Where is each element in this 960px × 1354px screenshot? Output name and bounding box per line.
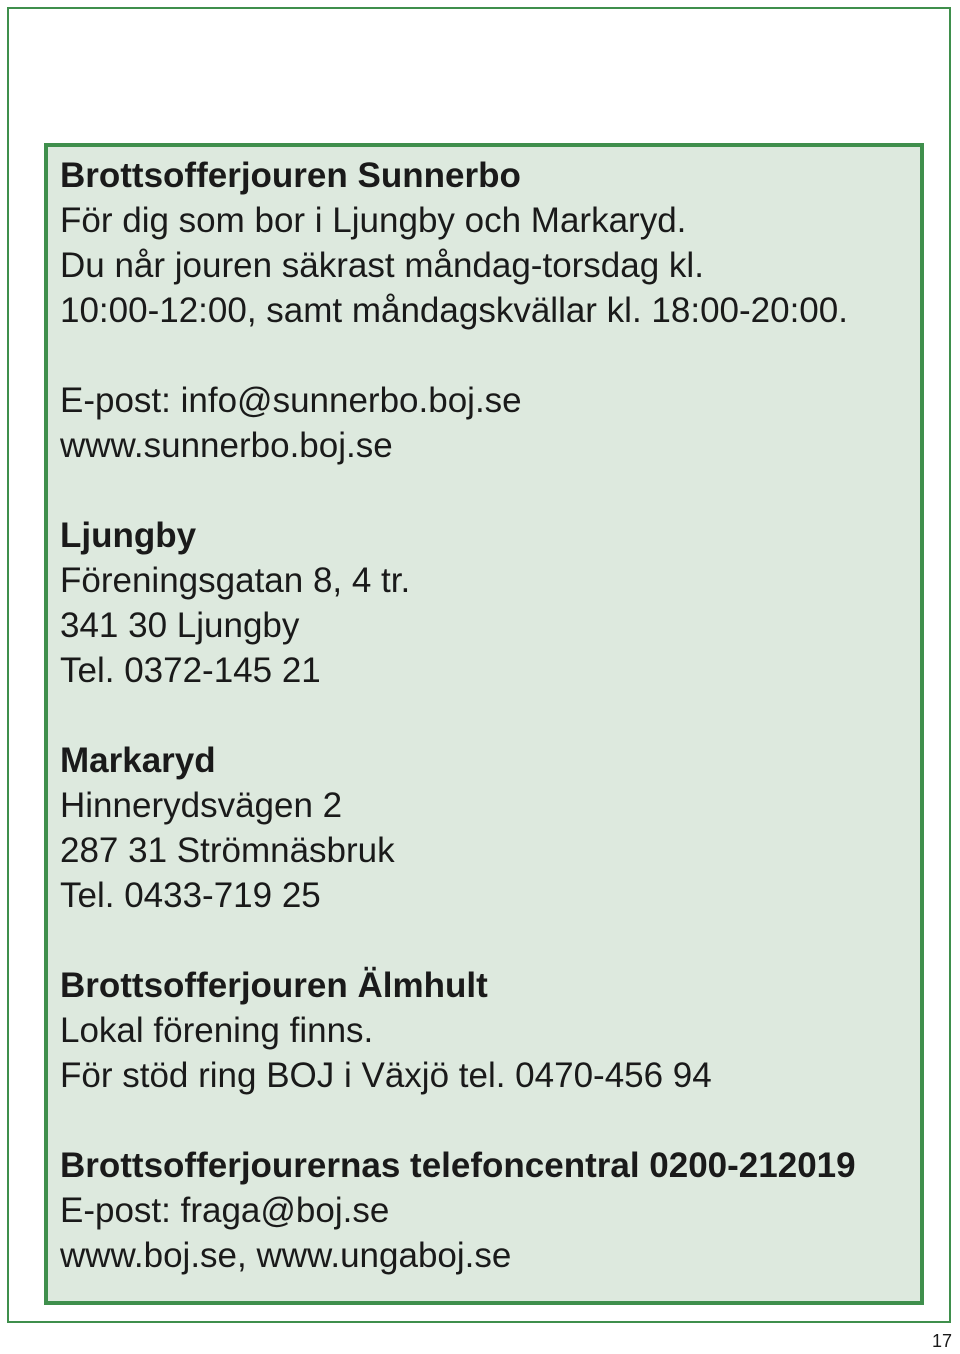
ljungby-postal: 341 30 Ljungby — [60, 606, 300, 645]
ljungby-phone: Tel. 0372-145 21 — [60, 651, 321, 690]
sunnerbo-line-3: 10:00-12:00, samt måndagskvällar kl. 18:00-20:00. — [60, 291, 848, 330]
almhult-title: Brottsofferjouren Älmhult — [60, 966, 488, 1005]
markaryd-title: Markaryd — [60, 741, 216, 780]
ljungby-title: Ljungby — [60, 516, 197, 555]
sunnerbo-email: E-post: info@sunnerbo.boj.se — [60, 381, 522, 420]
markaryd-street: Hinnerydsvägen 2 — [60, 786, 343, 825]
section-sunnerbo — [60, 153, 920, 333]
sunnerbo-line-1: För dig som bor i Ljungby och Markaryd. — [60, 201, 687, 240]
contact-info-box — [44, 143, 924, 1305]
ljungby-street: Föreningsgatan 8, 4 tr. — [60, 561, 411, 600]
almhult-line-2: För stöd ring BOJ i Växjö tel. 0470-456 94 — [60, 1056, 712, 1095]
section-markaryd — [60, 738, 920, 918]
markaryd-postal: 287 31 Strömnäsbruk — [60, 831, 395, 870]
central-title: Brottsofferjourernas telefoncentral 0200-212019 — [60, 1146, 856, 1185]
central-website: www.boj.se, www.ungaboj.se — [60, 1236, 512, 1275]
sunnerbo-website: www.sunnerbo.boj.se — [60, 426, 393, 465]
central-email: E-post: fraga@boj.se — [60, 1191, 390, 1230]
section-sunnerbo-contact — [60, 378, 920, 468]
page-number: 17 — [931, 1331, 952, 1351]
section-ljungby — [60, 513, 920, 693]
sunnerbo-line-2: Du når jouren säkrast måndag-torsdag kl. — [60, 246, 704, 285]
almhult-line-1: Lokal förening finns. — [60, 1011, 374, 1050]
sunnerbo-title: Brottsofferjouren Sunnerbo — [60, 156, 521, 195]
section-telefoncentral — [60, 1143, 920, 1278]
markaryd-phone: Tel. 0433-719 25 — [60, 876, 321, 915]
section-almhult — [60, 963, 920, 1098]
